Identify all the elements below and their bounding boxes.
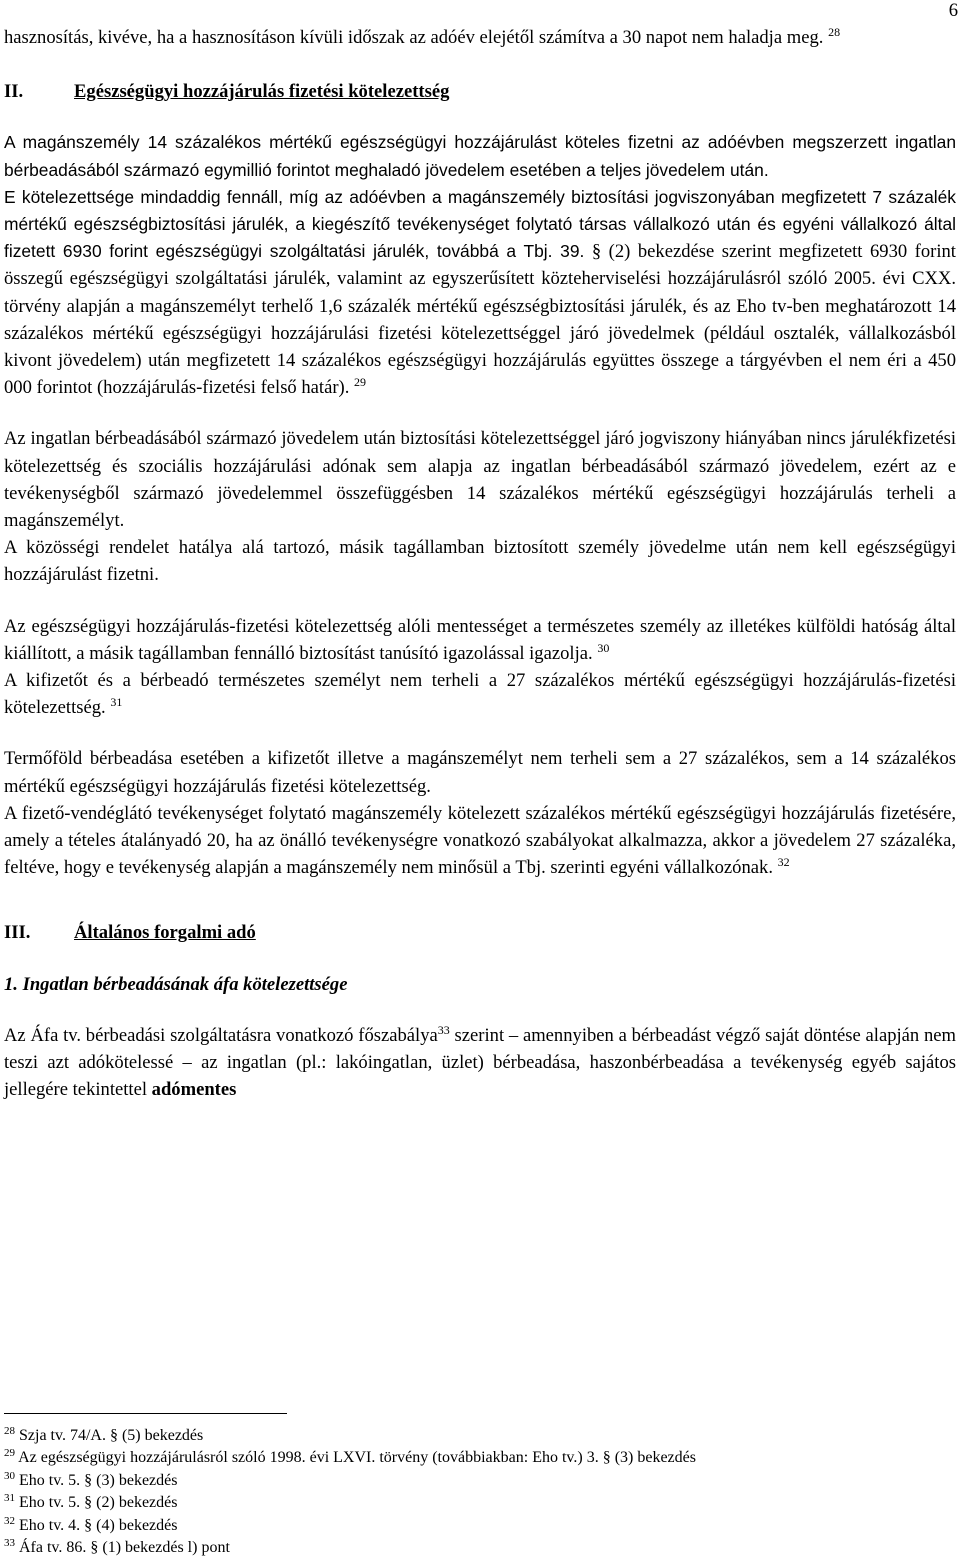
footnote: $^{30}$ Eho tv. 5. § (3) bekezdés — [4, 1469, 178, 1489]
page-number: 6 — [948, 0, 958, 21]
emphasis-term: adómentes — [151, 1079, 237, 1101]
paragraph: A fizető-vendéglátó tevékenységet folytató magánszemély kötelezett százalékos mértékű egészségügyi hozzájárulás fizetésére, amely a tételes átalányadó 20, ha az önálló tevékenységre vonatkozó szabályokat alkalmazza, akkor a jövedelem 27 százaléka, feltéve, hogy e tevékenység alapján a magánszemély nem minősül a Tbj. szerinti egyéni vállalkozónak. $^{32}$ — [4, 802, 956, 879]
document-body — [4, 24, 956, 1104]
footnote: $^{32}$ Eho tv. 4. § (4) bekezdés — [4, 1514, 178, 1534]
section-heading-3 — [4, 919, 956, 946]
section-title: Egészségügyi hozzájárulás fizetési kötelezettség — [74, 81, 450, 103]
paragraph: A magánszemély 14 százalékos mértékű egészségügyi hozzájárulást köteles fizetni az adóévben megszerzett ingatlan bérbeadásából származó egymillió forintot meghaladó jövedelem esetében a teljes jövedelem után. — [4, 132, 956, 180]
paragraph: A közösségi rendelet hatálya alá tartozó, másik tagállamban biztosított személy jövedelme után nem kell egészségügyi hozzájárulást fizetni. — [4, 537, 956, 586]
section-heading-2 — [4, 78, 956, 105]
section-number: II. — [4, 81, 24, 103]
intro-paragraph: hasznosítás, kivéve, ha a hasznosításon kívüli időszak az adóév elejétől számítva a 30 napot nem haladja meg. $^{28}$ — [4, 25, 841, 48]
paragraph: Az ingatlan bérbeadásából származó jövedelem után biztosítási kötelezettséggel járó jogviszony hiányában nincs járulékfizetési kötelezettség és szociális hozzájárulási adónak sem alapja az ingatlan bérbeadásából származó jövedelem, ezért az e tevékenységből származó jövedelemmel összefüggésben 14 százalékos mértékű egészségügyi hozzájárulás terheli a magánszemélyt. — [4, 428, 956, 532]
footnote-ref[interactable]: 31 — [110, 695, 123, 710]
paragraph: Az Áfa tv. bérbeadási szolgáltatásra vonatkozó főszabálya$^{33}$ szerint – amennyiben a bérbeadást végző saját döntése alapján nem teszi azt adókötelessé – az ingatlan (pl.: lakóingatlan, üzlet) bérbeadása, haszonbérbeadása a tevékenység egyéb sajátos jellegére tekintettel adómentes — [4, 1022, 956, 1101]
subsection-title: 1. Ingatlan bérbeadásának áfa kötelezettsége — [4, 973, 348, 995]
section-number: III. — [4, 922, 31, 944]
footnote-ref[interactable]: 29 — [354, 375, 367, 390]
footnote-ref[interactable]: 28 — [828, 25, 841, 39]
footnote-ref[interactable]: 33 — [437, 1022, 450, 1037]
paragraph: Termőföld bérbeadása esetében a kifizetőt illetve a magánszemélyt nem terheli sem a 27 százalékos, sem a 14 százalékos mértékű egészségügyi hozzájárulás fizetési kötelezettség. — [4, 748, 956, 797]
section-title: Általános forgalmi adó — [74, 922, 256, 944]
paragraph: Az egészségügyi hozzájárulás-fizetési kötelezettség alóli mentességet a természetes személy az illetékes külföldi hatóság által kiállított, a másik tagállamban fennálló biztosítást tanúsító igazolással igazolja. $^{30}$ — [4, 615, 956, 664]
footnote: $^{28}$ Szja tv. 74/A. § (5) bekezdés — [4, 1425, 204, 1444]
paragraph: A kifizetőt és a bérbeadó természetes személyt nem terheli a 27 százalékos mértékű egészségügyi hozzájárulás-fizetési kötelezettség. $^{31}$ — [4, 670, 956, 719]
paragraph: E kötelezettsége mindaddig fennáll, míg az adóévben a magánszemély biztosítási jogviszonyában megfizetett 7 százalék mértékű egészségbiztosítási járulék, a kiegészítő tevékenységet folytató társas vállalkozó után és egyéni vállalkozó által fizetett 6930 forint egészségügyi szolgáltatási járulék, továbbá a Tbj. 39. § (2) bekezdése szerint megfizetett 6930 forint összegű egészségügyi szolgáltatási járulék, valamint az egyszerűsített közteherviselési hozzájárulásról szóló 2005. évi CXX. törvény alapján a magánszemélyt terhelő 1,6 százalék mértékű egészségbiztosítási járulék, és az Eho tv-ben meghatározott 14 százalékos mértékű egészségügyi hozzájárulási fizetési kötelezettséggel járó jövedelmek (például osztalék, vállalkozásból kivont jövedelem) után megfizetett 14 százalékos egészségügyi hozzájárulás együttes összege a tárgyévben el nem éri a 450 000 forintot (hozzájárulás-fizetési felső határ). $^{29}$ — [4, 186, 956, 399]
footnote-ref[interactable]: 32 — [777, 855, 790, 870]
footnote: $^{31}$ Eho tv. 5. § (2) bekezdés — [4, 1492, 178, 1512]
footnote: $^{33}$ Áfa tv. 86. § (1) bekezdés l) pont — [4, 1537, 230, 1557]
footnote-separator — [4, 1413, 287, 1414]
footnote: $^{29}$ Az egészségügyi hozzájárulásról szóló 1998. évi LXVI. törvény (továbbiakban: Eho tv.) 3. § (3) bekezdés — [4, 1447, 696, 1467]
footnotes — [4, 1425, 956, 1559]
footnote-ref[interactable]: 30 — [597, 640, 610, 655]
